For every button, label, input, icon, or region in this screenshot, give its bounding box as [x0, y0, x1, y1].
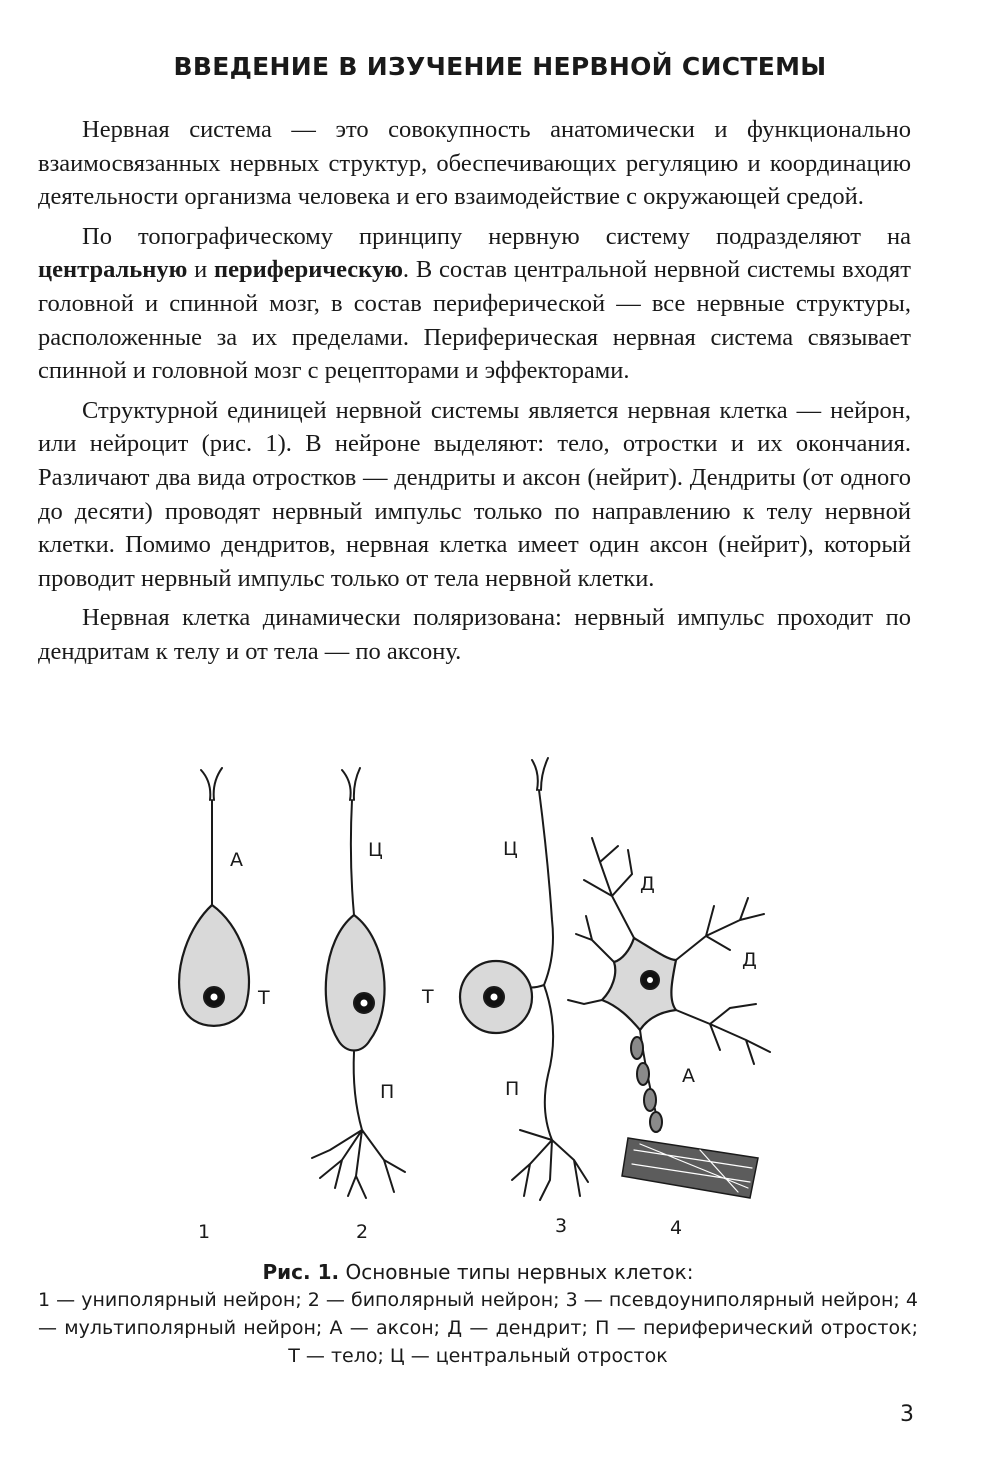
- term-central: центральную: [38, 256, 188, 284]
- label-dendrite-4a: Д: [640, 873, 655, 895]
- label-central-2: Ц: [368, 839, 383, 861]
- multipolar-neuron-drawing: [568, 838, 770, 1198]
- label-peripheral-2: П: [380, 1081, 395, 1103]
- label-dendrite-4b: Д: [742, 949, 757, 971]
- paragraph-4: Нервная клетка динамически поляризована: нервный импульс проходит по дендритам к телу и от тела — по аксону.: [38, 604, 911, 665]
- label-body-1: Т: [258, 987, 270, 1009]
- caption-title: Основные типы нервных клеток:: [339, 1260, 694, 1284]
- label-central-3: Ц: [503, 838, 518, 860]
- page-number: 3: [900, 1402, 914, 1427]
- body-text: [38, 113, 911, 675]
- caption-heading: [38, 1258, 918, 1286]
- label-axon-4: А: [682, 1065, 695, 1087]
- pseudounipolar-neuron-drawing: [460, 758, 588, 1200]
- figure-number-2: 2: [356, 1221, 369, 1243]
- unipolar-neuron-drawing: [179, 768, 249, 1026]
- paragraph-2-text: . В состав центральной нервной системы входят головной и спинной мозг, в состав периферической — все нервные структуры, расположенные за их пределами. Периферическая нервная система связывает спинной и головной мозг с рецепторами и эффекторами.: [38, 256, 911, 385]
- label-body-2: Т: [422, 986, 434, 1008]
- figure-number-4: 4: [670, 1217, 683, 1239]
- figure-caption: [38, 1258, 918, 1370]
- paragraph-2-text: и: [187, 256, 215, 284]
- paragraph-3: Структурной единицей нервной системы является нервная клетка — нейрон, или нейроцит (рис. 1). В нейроне выделяют: тело, отростки и их окончания. Различают два вида отростков — дендриты и аксон (нейрит). Дендриты (от одного до десяти) проводят нервный импульс только по направлению к телу нервной клетки. Помимо дендритов, нервная клетка имеет один аксон (нейрит), который проводит нервный импульс только от тела нервной клетки.: [38, 396, 911, 592]
- paragraph-1: Нервная система — это совокупность анатомически и функционально взаимосвязанных нервных структур, обеспечивающих регуляцию и координацию деятельности организма человека и его взаимодействие с окружающей средой.: [38, 116, 911, 211]
- paragraph-2-text: По топографическому принципу нервную систему подразделяют на: [82, 222, 911, 250]
- neuron-figure: [0, 755, 1000, 1245]
- figure-number-1: 1: [198, 1221, 211, 1243]
- caption-label: Рис. 1.: [262, 1260, 340, 1284]
- caption-description: 1 — униполярный нейрон; 2 — биполярный нейрон; 3 — псевдоуниполярный нейрон; 4 — мультиполярный нейрон; А — аксон; Д — дендрит; П — периферический отросток; Т — тело; Ц — центральный отросток: [38, 1289, 918, 1367]
- paragraph-2: [38, 220, 911, 388]
- label-peripheral-3: П: [505, 1078, 520, 1100]
- bipolar-neuron-drawing: [312, 768, 405, 1198]
- label-axon-1: А: [230, 849, 243, 871]
- term-peripheral: периферическую: [214, 256, 403, 284]
- figure-number-3: 3: [555, 1215, 568, 1237]
- page-title: ВВЕДЕНИЕ В ИЗУЧЕНИЕ НЕРВНОЙ СИСТЕМЫ: [173, 52, 827, 81]
